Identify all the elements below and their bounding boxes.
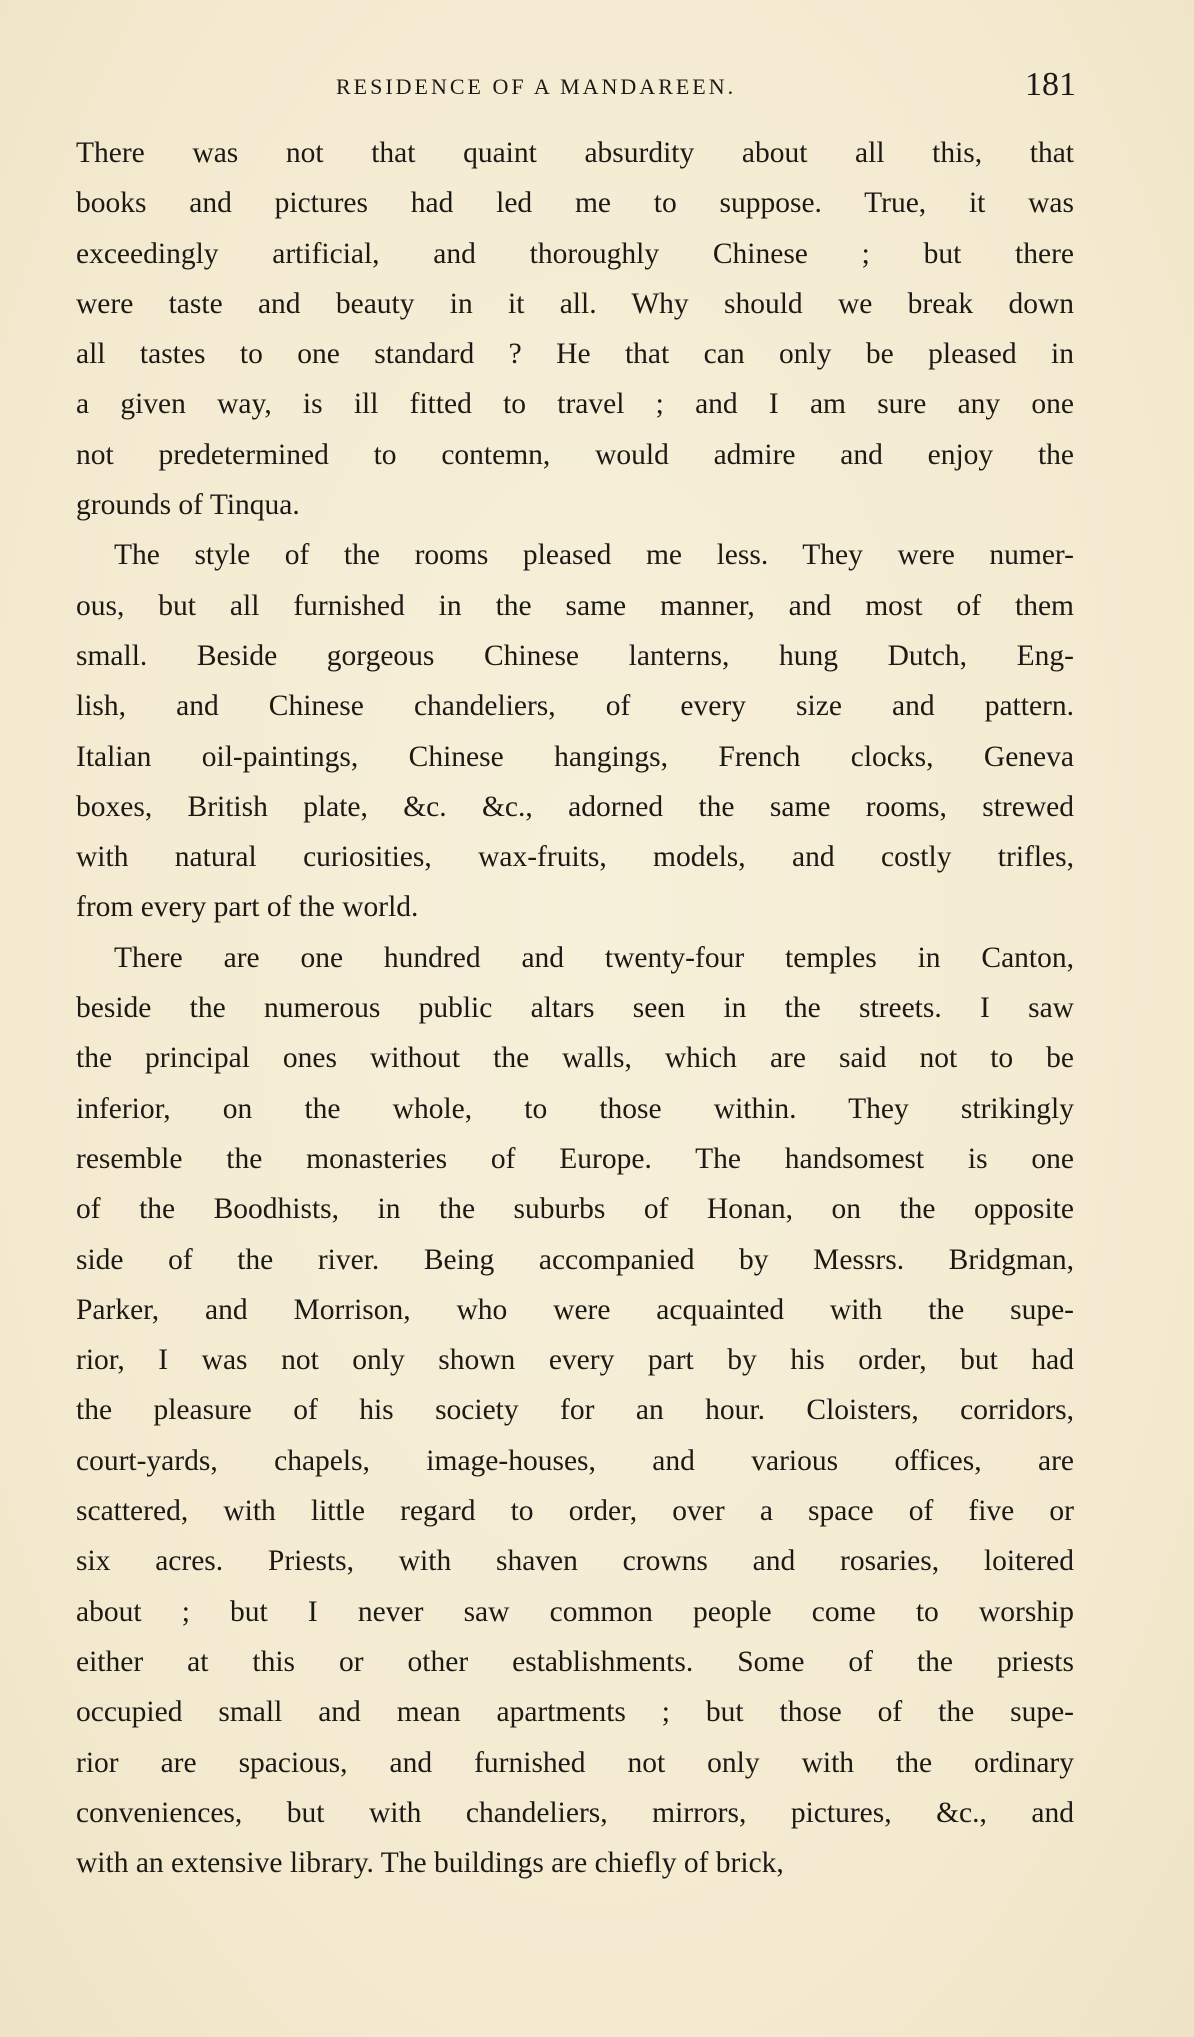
text-line: about ; but I never saw common people come to worship [76, 1595, 1074, 1628]
text-line: Italian oil-paintings, Chinese hangings, French clocks, Geneva [76, 740, 1074, 773]
paragraph [76, 128, 1074, 530]
text-line: from every part of the world. [76, 891, 419, 924]
text-line: with natural curiosities, wax-fruits, models, and costly trifles, [76, 841, 1074, 874]
running-head [76, 66, 1076, 110]
text-line: exceedingly artificial, and thoroughly Chinese ; but there [76, 237, 1074, 270]
body-text [76, 128, 1074, 1888]
text-line: the principal ones without the walls, which are said not to be [76, 1042, 1074, 1075]
paragraph [76, 530, 1074, 932]
text-line: grounds of Tinqua. [76, 489, 300, 522]
text-line: occupied small and mean apartments ; but those of the supe- [76, 1696, 1074, 1729]
text-line: boxes, British plate, &c. &c., adorned the same rooms, strewed [76, 790, 1074, 823]
text-line: of the Boodhists, in the suburbs of Honan, on the opposite [76, 1193, 1074, 1226]
text-line: lish, and Chinese chandeliers, of every size and pattern. [76, 690, 1074, 723]
text-line: inferior, on the whole, to those within. They strikingly [76, 1092, 1074, 1125]
text-line: a given way, is ill fitted to travel ; and I am sure any one [76, 388, 1074, 421]
text-line: were taste and beauty in it all. Why should we break down [76, 287, 1074, 320]
text-line: books and pictures had led me to suppose. True, it was [76, 187, 1074, 220]
text-line: ous, but all furnished in the same manner, and most of them [76, 589, 1074, 622]
text-line: with an extensive library. The buildings are chiefly of brick, [76, 1847, 784, 1880]
text-line: small. Beside gorgeous Chinese lanterns, hung Dutch, Eng- [76, 639, 1074, 672]
text-line: not predetermined to contemn, would admire and enjoy the [76, 438, 1074, 471]
text-line: either at this or other establishments. Some of the priests [76, 1645, 1074, 1678]
text-line: There are one hundred and twenty-four temples in Canton, [114, 941, 1074, 974]
text-line: beside the numerous public altars seen in the streets. I saw [76, 992, 1074, 1025]
text-line: side of the river. Being accompanied by Messrs. Bridgman, [76, 1243, 1074, 1276]
text-line: court-yards, chapels, image-houses, and various offices, are [76, 1444, 1074, 1477]
running-title: RESIDENCE OF A MANDAREEN. [336, 74, 737, 99]
text-line: the pleasure of his society for an hour. Cloisters, corridors, [76, 1394, 1074, 1427]
text-line: Parker, and Morrison, who were acquainted with the supe- [76, 1293, 1074, 1326]
text-line: six acres. Priests, with shaven crowns and rosaries, loitered [76, 1545, 1074, 1578]
text-line: There was not that quaint absurdity about all this, that [76, 137, 1074, 169]
text-line: rior are spacious, and furnished not only with the ordinary [76, 1746, 1074, 1779]
text-line: all tastes to one standard ? He that can only be pleased in [76, 338, 1074, 371]
text-line: The style of the rooms pleased me less. They were numer- [114, 539, 1074, 572]
text-line: conveniences, but with chandeliers, mirrors, pictures, &c., and [76, 1796, 1074, 1829]
text-line: scattered, with little regard to order, over a space of five or [76, 1495, 1074, 1528]
page-number: 181 [1025, 66, 1076, 103]
text-line: rior, I was not only shown every part by his order, but had [76, 1344, 1074, 1377]
text-line: resemble the monasteries of Europe. The handsomest is one [76, 1142, 1074, 1175]
paragraph [76, 933, 1074, 1889]
